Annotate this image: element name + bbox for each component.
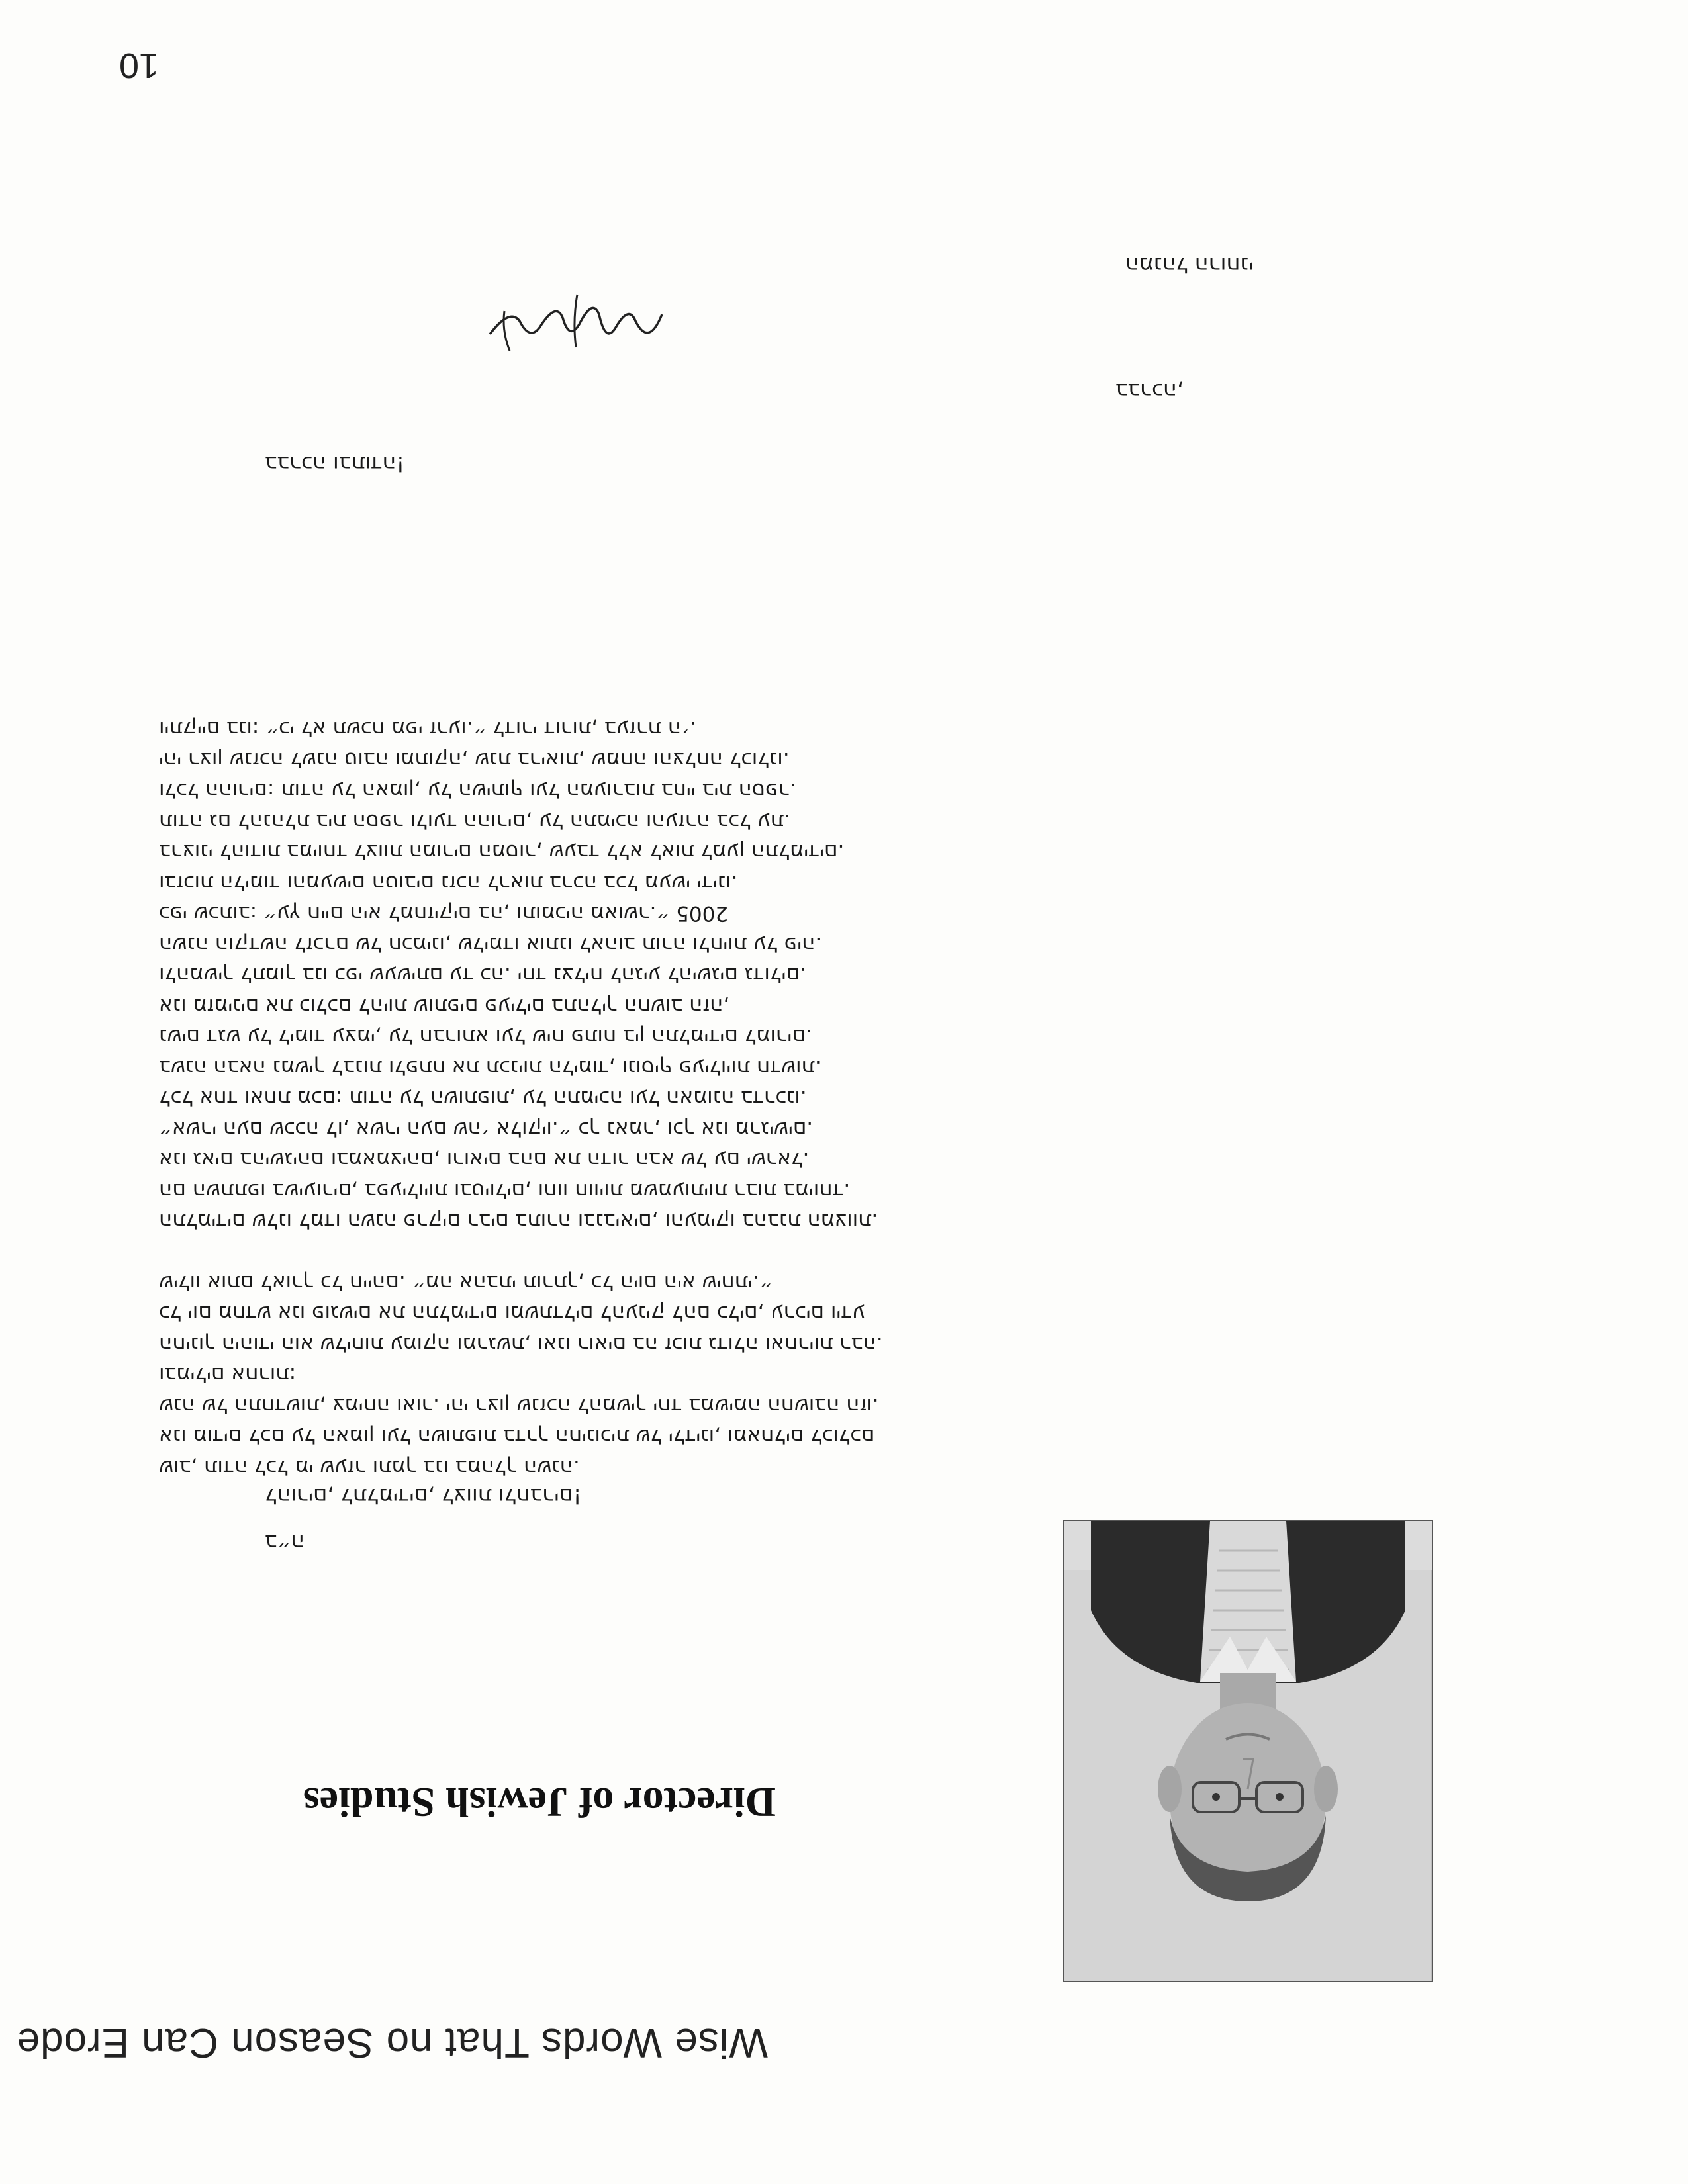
letter-line: תודה גם להנהלת בית הספר ולועד ההורים, על התמיכה והעזרה בכל עת. [159,809,790,833]
letter-line: החינוך היהודי הוא שליחות עמוקה ומרגשת, ואנו רואים בה זכות גדולה ואחריות רבה. [159,1332,883,1356]
letter-line: אנו מזמינים את כולכם להיות שותפים פעילים בתהליך החשוב הזה, [159,994,730,1018]
director-photo-image [1064,1521,1432,1981]
letter-line: ויתקיים בנו: ״כי לא תשכח מפי זרעו.״ לדורי דורות, בעזרת ה׳. [159,717,696,741]
page-number: 10 [118,46,159,85]
signer-title: המנהל הרוחני [1125,253,1254,278]
letter-closing: בברכה ובתודה! [265,451,405,477]
letter-line: שילוו אותם לאורך כל חייהם. ״מה אהבתי תורתך, כל היום היא שיחתי.״ [159,1271,773,1295]
letter-line: כפי שכתוב: ״עץ חיים היא למחזיקים בה, ותומכיה מאושר.״ 2005 [159,901,729,926]
letter-line: התלמידים שלנו למדו השנה פרקים רבים בתורה ובנביאים, והעמיקו בהבנת המצוות. [159,1209,878,1234]
letter-line: שנה של התחדשות, צמיחה ואור. יהי רצון שנזכה להמשיך יחד במשימה החשובה הזו. [159,1394,879,1418]
letter-line: אנו גאים בהישגיהם ובמאמציהם, ורואים בהם את הדור הבא של עם ישראל. [159,1148,810,1172]
letter-line: ברצוני להודות במיוחד לצוות המורים המסור, שעבד ללא לאות למען התלמידים. [159,840,845,864]
letter-line: הם השתתפו בשיעורים, בפעילויות ובטיולים, וחוו חוויות משמעותיות רבות במיוחד. [159,1179,851,1203]
letter-line: לכל אחד ואחת מכם: תודה על השותפות, על התמיכה ועל האמונה בדרכנו. [159,1086,807,1111]
letter-line: אנו מודים לכם על האמון ועל השותפות בדרך החינוכית של ילדינו, ומאחלים לכולכם [159,1424,875,1449]
letter-greeting: להורים, לתלמידים, לצוות ולחברים! [265,1484,582,1509]
letter-body [159,713,1119,1482]
letter-line: השנה הוקדשה לזכרם של חכמינו, שלימדו אותנו לאהוב תורה ולחיות על פיה. [159,933,822,956]
letter-line: ולכל ההורים: תודה על האמון, על השיתוף ועל המעורבות בחיי בית הספר. [159,778,796,803]
letter-line: ובמילים אחרות: [159,1363,297,1387]
letter-line: ולהמשיך לתמוך בנו כפי שעשיתם עד כה. יחד נצליח להגיע להישגים גדולים. [159,963,806,987]
section-title: Director of Jewish Studies [303,1779,776,1826]
letter-line: ״אשרי העם שככה לו, אשרי העם שה׳ אלוקיו.״ כך נאמר, וכך אנו מרגישים. [159,1117,814,1141]
letter-signoff: בברכה, [1115,379,1184,404]
bsd-mark: ב״ה [265,1530,305,1555]
letter-line: שוב, תודה לכל מי שעזר ותמך בנו במהלך השנה. [159,1455,580,1479]
letter-line: בשנה הבאה נמשיך לבנות ולפתח את תכניות הלימוד, ונוסיף פעילויות חדשות. [159,1056,821,1079]
letter-line: כל יום מחדש אנו פוגשים את התלמידים ומשתדלים להעניק להם כלים, ערכים וידע [159,1301,865,1326]
director-photo [1063,1520,1433,1982]
letter-line: נשים דגש על לימוד עצמי, על חברותא ועל שיח פתוח בין התלמידים למורים. [159,1024,812,1049]
handwritten-signature [477,288,675,361]
letter-line: יהי רצון שנזכה לשנה טובה ומתוקה, שנת בריאות, שמחה והצלחה לכולנו. [159,748,790,772]
page-header-title: Wise Words That no Season Can Erode [16,2020,768,2066]
letter-line: ובזכות הלימוד והמעשים הטובים נזכה לראות ברכה בכל מעשי ידינו. [159,871,738,895]
